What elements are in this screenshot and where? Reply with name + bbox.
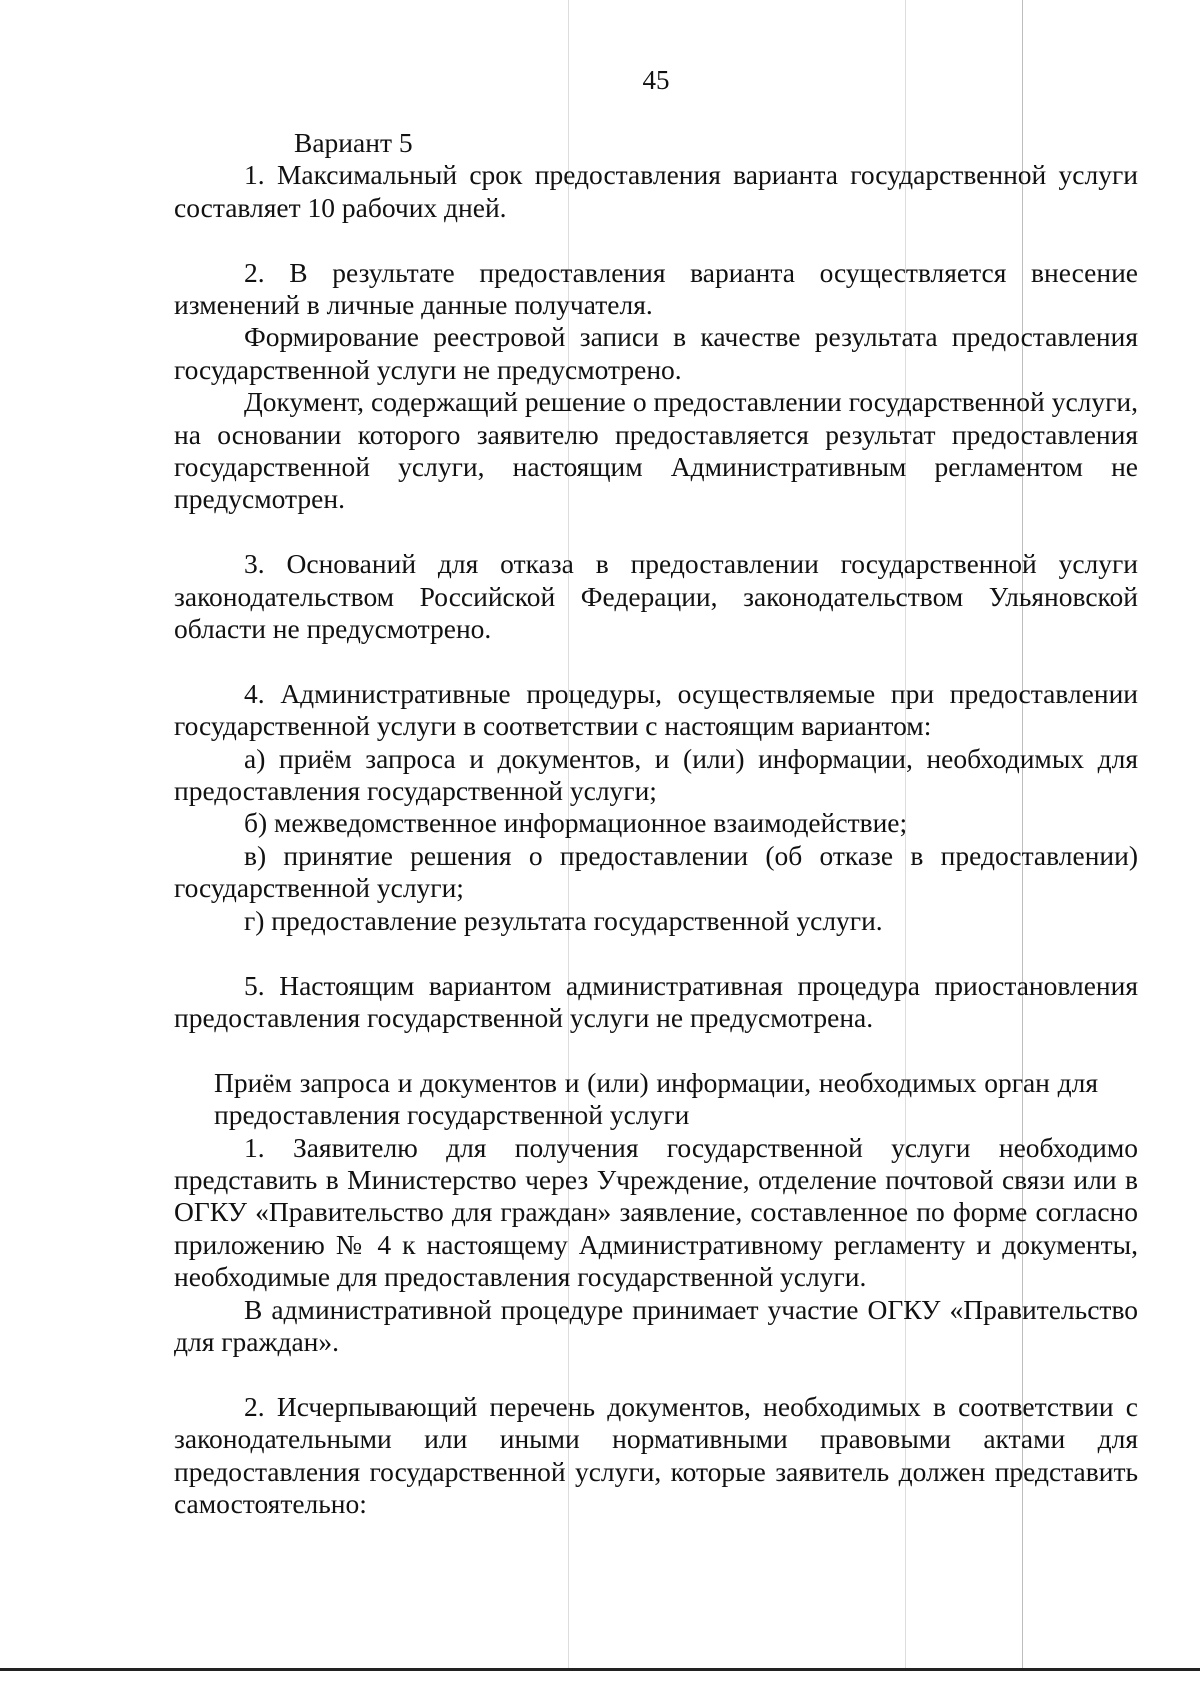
variant-heading: Вариант 5 (294, 127, 413, 158)
paragraph-1: 1. Максимальный срок предоставления варианта государственной услуги составляет 10 рабочих дней. (174, 159, 1138, 223)
paragraph-2: 2. В результате предоставления варианта осуществляется внесение изменений в личные данные получателя. (174, 256, 1138, 321)
section-paragraph-2: В административной процедуре принимает участие ОГКУ «Правительство для граждан». (174, 1293, 1138, 1357)
paragraph-6: 4. Административные процедуры, осуществляемые при предоставлении государственной услуги в соответствии с настоящим вариантом: (174, 677, 1138, 742)
paragraph-5: 3. Оснований для отказа в предоставлении государственной услуги законодательством Российской Федерации, законодательством Ульяновской области не предусмотрено. (174, 548, 1138, 645)
section-paragraph-3: 2. Исчерпывающий перечень документов, необходимых в соответствии с законодательными или иными нормативными правовыми актами для предоставления государственной услуги, которые заявитель должен представить самостоятельно: (174, 1390, 1138, 1519)
list-item-v: в) принятие решения о предоставлении (об отказе в предоставлении) государственной услуги; (174, 839, 1138, 904)
section-heading: Приём запроса и документов и (или) информации, необходимых орган для предоставления государственной услуги (214, 1066, 1098, 1131)
bottom-border-line (0, 1668, 1200, 1671)
document-body (174, 127, 1138, 1520)
page-number: 45 (642, 65, 670, 95)
list-item-g: г) предоставление результата государственной услуги. (244, 904, 883, 936)
list-item-b: б) межведомственное информационное взаимодействие; (244, 807, 908, 839)
paragraph-3: Формирование реестровой записи в качестве результата предоставления государственной услуги не предусмотрено. (174, 321, 1138, 385)
paragraph-7: 5. Настоящим вариантом административная процедура приостановления предоставления государственной услуги не предусмотрена. (174, 969, 1138, 1033)
paragraph-4: Документ, содержащий решение о предоставлении государственной услуги, на основании которого заявителю предоставляется результат предоставления государственной услуги, настоящим Административным регламентом не предусмотрен. (174, 386, 1138, 515)
list-item-a: а) приём запроса и документов, и (или) информации, необходимых для предоставления государственной услуги; (174, 742, 1138, 807)
section-paragraph-1: 1. Заявителю для получения государственной услуги необходимо представить в Министерство через Учреждение, отделение почтовой связи или в ОГКУ «Правительство для граждан» заявление, составленное по форме согласно приложению № 4 к настоящему Административному регламенту и документы, необходимые для предоставления государственной услуги. (174, 1131, 1138, 1293)
